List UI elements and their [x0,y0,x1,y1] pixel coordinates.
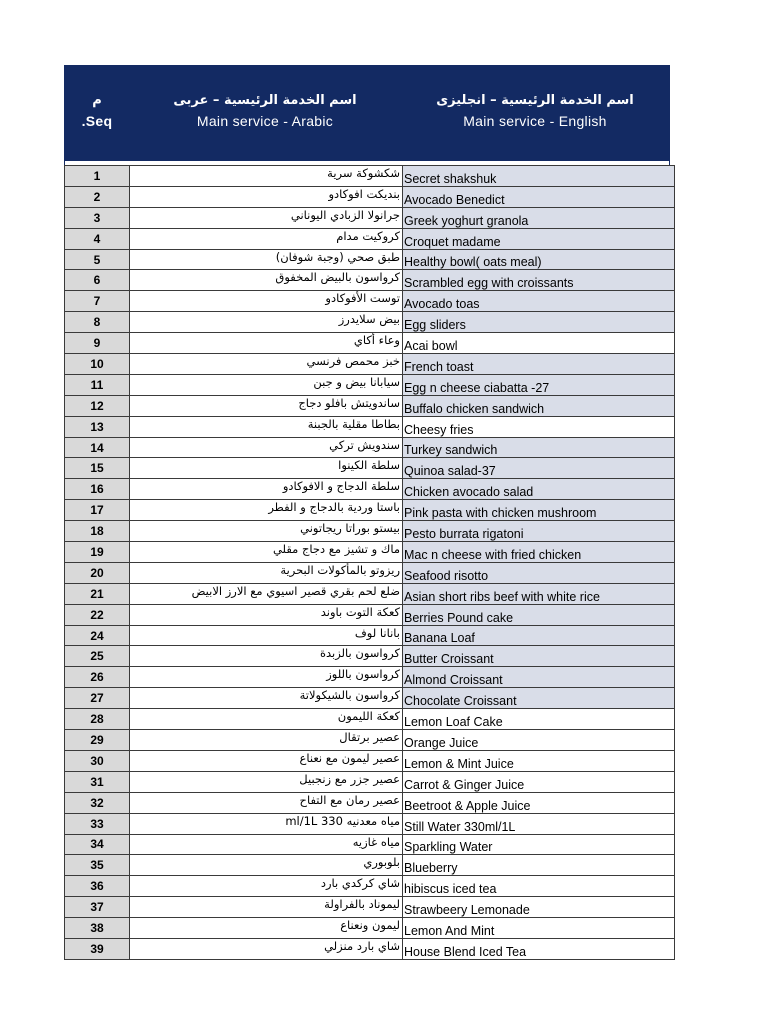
table-header [64,65,670,161]
seq-cell: 7 [65,291,130,312]
table-row [65,228,675,249]
seq-cell: 13 [65,416,130,437]
seq-cell: 8 [65,312,130,333]
english-name-cell: Buffalo chicken sandwich [403,395,675,416]
table-row [65,646,675,667]
seq-cell: 14 [65,437,130,458]
seq-cell: 17 [65,500,130,521]
arabic-name-cell: وعاء أكاي [130,333,403,354]
seq-cell: 31 [65,771,130,792]
header-english-column-ar: اسم الخدمة الرئيسية – انجليزى [436,93,634,108]
table-row [65,667,675,688]
seq-cell: 15 [65,458,130,479]
arabic-name-cell: مياه معدنيه 330 ml/1L [130,813,403,834]
table-row [65,897,675,918]
english-name-cell: Berries Pound cake [403,604,675,625]
seq-cell: 12 [65,395,130,416]
english-name-cell: hibiscus iced tea [403,876,675,897]
header-arabic-column-en: Main service - Arabic [196,113,334,129]
arabic-name-cell: جرانولا الزبادي اليوناني [130,207,403,228]
table-row [65,562,675,583]
arabic-name-cell: بطاطا مقلية بالجبنة [130,416,403,437]
arabic-name-cell: سلطة الكينوا [130,458,403,479]
arabic-name-cell: ريزوتو بالمأكولات البحرية [130,562,403,583]
arabic-name-cell: عصير برتقال [130,730,403,751]
english-name-cell: Pink pasta with chicken mushroom [403,500,675,521]
header-arabic-column [130,91,400,131]
arabic-name-cell: بنديكت افوكادو [130,186,403,207]
english-name-cell: Lemon And Mint [403,918,675,939]
table-row [65,437,675,458]
english-name-cell: Quinoa salad-37 [403,458,675,479]
services-table-body [65,166,675,960]
english-name-cell: House Blend Iced Tea [403,938,675,959]
table-row [65,855,675,876]
english-name-cell: Greek yoghurt granola [403,207,675,228]
arabic-name-cell: عصير رمان مع التفاح [130,792,403,813]
arabic-name-cell: كعكة التوت باوند [130,604,403,625]
table-row [65,625,675,646]
table-row [65,500,675,521]
table-row [65,771,675,792]
english-name-cell: Pesto burrata rigatoni [403,521,675,542]
seq-cell: 26 [65,667,130,688]
arabic-name-cell: كعكة الليمون [130,709,403,730]
arabic-name-cell: كروكيت مدام [130,228,403,249]
english-name-cell: Avocado toas [403,291,675,312]
table-row [65,312,675,333]
english-name-cell: Butter Croissant [403,646,675,667]
header-seq-english: .Seq [81,113,113,129]
header-arabic-column-ar: اسم الخدمة الرئيسية – عربى [173,93,357,108]
seq-cell: 16 [65,479,130,500]
table-row [65,792,675,813]
table-row [65,521,675,542]
table-row [65,709,675,730]
seq-cell: 33 [65,813,130,834]
seq-cell: 20 [65,562,130,583]
seq-cell: 1 [65,166,130,187]
arabic-name-cell: توست الأفوكادو [130,291,403,312]
english-name-cell: French toast [403,354,675,375]
arabic-name-cell: ليمون ونعناع [130,918,403,939]
arabic-name-cell: باستا وردية بالدجاج و الفطر [130,500,403,521]
english-name-cell: Almond Croissant [403,667,675,688]
arabic-name-cell: كرواسون بالشيكولاتة [130,688,403,709]
english-name-cell: Secret shakshuk [403,166,675,187]
arabic-name-cell: عصير ليمون مع نعناع [130,750,403,771]
seq-cell: 18 [65,521,130,542]
seq-cell: 5 [65,249,130,270]
table-row [65,876,675,897]
table-row [65,730,675,751]
english-name-cell: Turkey sandwich [403,437,675,458]
seq-cell: 11 [65,374,130,395]
arabic-name-cell: مياه غازيه [130,834,403,855]
service-table-sheet [64,65,670,960]
arabic-name-cell: ماك و تشيز مع دجاج مقلي [130,542,403,563]
seq-cell: 39 [65,938,130,959]
table-row [65,333,675,354]
table-row [65,813,675,834]
english-name-cell: Banana Loaf [403,625,675,646]
header-seq-arabic: م [92,93,102,108]
arabic-name-cell: بيض سلايدرز [130,312,403,333]
seq-cell: 4 [65,228,130,249]
english-name-cell: Sparkling Water [403,834,675,855]
arabic-name-cell: سيابانا بيض و جبن [130,374,403,395]
header-seq [64,91,130,131]
table-row [65,270,675,291]
table-row [65,542,675,563]
arabic-name-cell: شاي بارد منزلي [130,938,403,959]
english-name-cell: Seafood risotto [403,562,675,583]
arabic-name-cell: سندويش تركي [130,437,403,458]
english-name-cell: Egg sliders [403,312,675,333]
seq-cell: 25 [65,646,130,667]
table-row [65,395,675,416]
seq-cell: 30 [65,750,130,771]
seq-cell: 27 [65,688,130,709]
arabic-name-cell: شكشوكة سرية [130,166,403,187]
english-name-cell: Carrot & Ginger Juice [403,771,675,792]
english-name-cell: Strawbeery Lemonade [403,897,675,918]
arabic-name-cell: خبز محمص فرنسي [130,354,403,375]
services-table [64,165,675,960]
english-name-cell: Croquet madame [403,228,675,249]
table-row [65,583,675,604]
arabic-name-cell: كرواسون بالبيض المخفوق [130,270,403,291]
table-row [65,416,675,437]
english-name-cell: Avocado Benedict [403,186,675,207]
english-name-cell: Chicken avocado salad [403,479,675,500]
table-row [65,249,675,270]
seq-cell: 28 [65,709,130,730]
english-name-cell: Still Water 330ml/1L [403,813,675,834]
seq-cell: 19 [65,542,130,563]
table-row [65,750,675,771]
seq-cell: 2 [65,186,130,207]
table-row [65,354,675,375]
seq-cell: 10 [65,354,130,375]
table-row [65,479,675,500]
seq-cell: 24 [65,625,130,646]
arabic-name-cell: طبق صحي (وجبة شوفان) [130,249,403,270]
arabic-name-cell: شاي كركدي بارد [130,876,403,897]
table-row [65,166,675,187]
english-name-cell: Chocolate Croissant [403,688,675,709]
english-name-cell: Cheesy fries [403,416,675,437]
arabic-name-cell: عصير جزر مع زنجبيل [130,771,403,792]
table-row [65,291,675,312]
seq-cell: 34 [65,834,130,855]
seq-cell: 22 [65,604,130,625]
english-name-cell: Asian short ribs beef with white rice [403,583,675,604]
header-english-column-en: Main service - English [463,113,607,129]
table-row [65,688,675,709]
english-name-cell: Blueberry [403,855,675,876]
arabic-name-cell: ساندويتش بافلو دجاج [130,395,403,416]
arabic-name-cell: بلوبوري [130,855,403,876]
english-name-cell: Egg n cheese ciabatta -27 [403,374,675,395]
arabic-name-cell: ضلع لحم بقري قصير اسيوي مع الارز الابيض [130,583,403,604]
seq-cell: 36 [65,876,130,897]
table-row [65,918,675,939]
english-name-cell: Orange Juice [403,730,675,751]
english-name-cell: Lemon & Mint Juice [403,750,675,771]
english-name-cell: Lemon Loaf Cake [403,709,675,730]
arabic-name-cell: كرواسون باللوز [130,667,403,688]
english-name-cell: Mac n cheese with fried chicken [403,542,675,563]
table-row [65,834,675,855]
table-row [65,186,675,207]
arabic-name-cell: ليموناد بالفراولة [130,897,403,918]
table-row [65,207,675,228]
seq-cell: 35 [65,855,130,876]
arabic-name-cell: بانانا لوف [130,625,403,646]
seq-cell: 32 [65,792,130,813]
seq-cell: 38 [65,918,130,939]
arabic-name-cell: سلطة الدجاج و الافوكادو [130,479,403,500]
arabic-name-cell: بيستو بوراتا ريجاتوني [130,521,403,542]
english-name-cell: Healthy bowl( oats meal) [403,249,675,270]
seq-cell: 37 [65,897,130,918]
seq-cell: 21 [65,583,130,604]
arabic-name-cell: كرواسون بالزبدة [130,646,403,667]
table-row [65,374,675,395]
seq-cell: 3 [65,207,130,228]
table-row [65,604,675,625]
seq-cell: 9 [65,333,130,354]
seq-cell: 29 [65,730,130,751]
english-name-cell: Acai bowl [403,333,675,354]
seq-cell: 6 [65,270,130,291]
english-name-cell: Beetroot & Apple Juice [403,792,675,813]
table-row [65,938,675,959]
english-name-cell: Scrambled egg with croissants [403,270,675,291]
table-row [65,458,675,479]
header-english-column [400,91,670,131]
